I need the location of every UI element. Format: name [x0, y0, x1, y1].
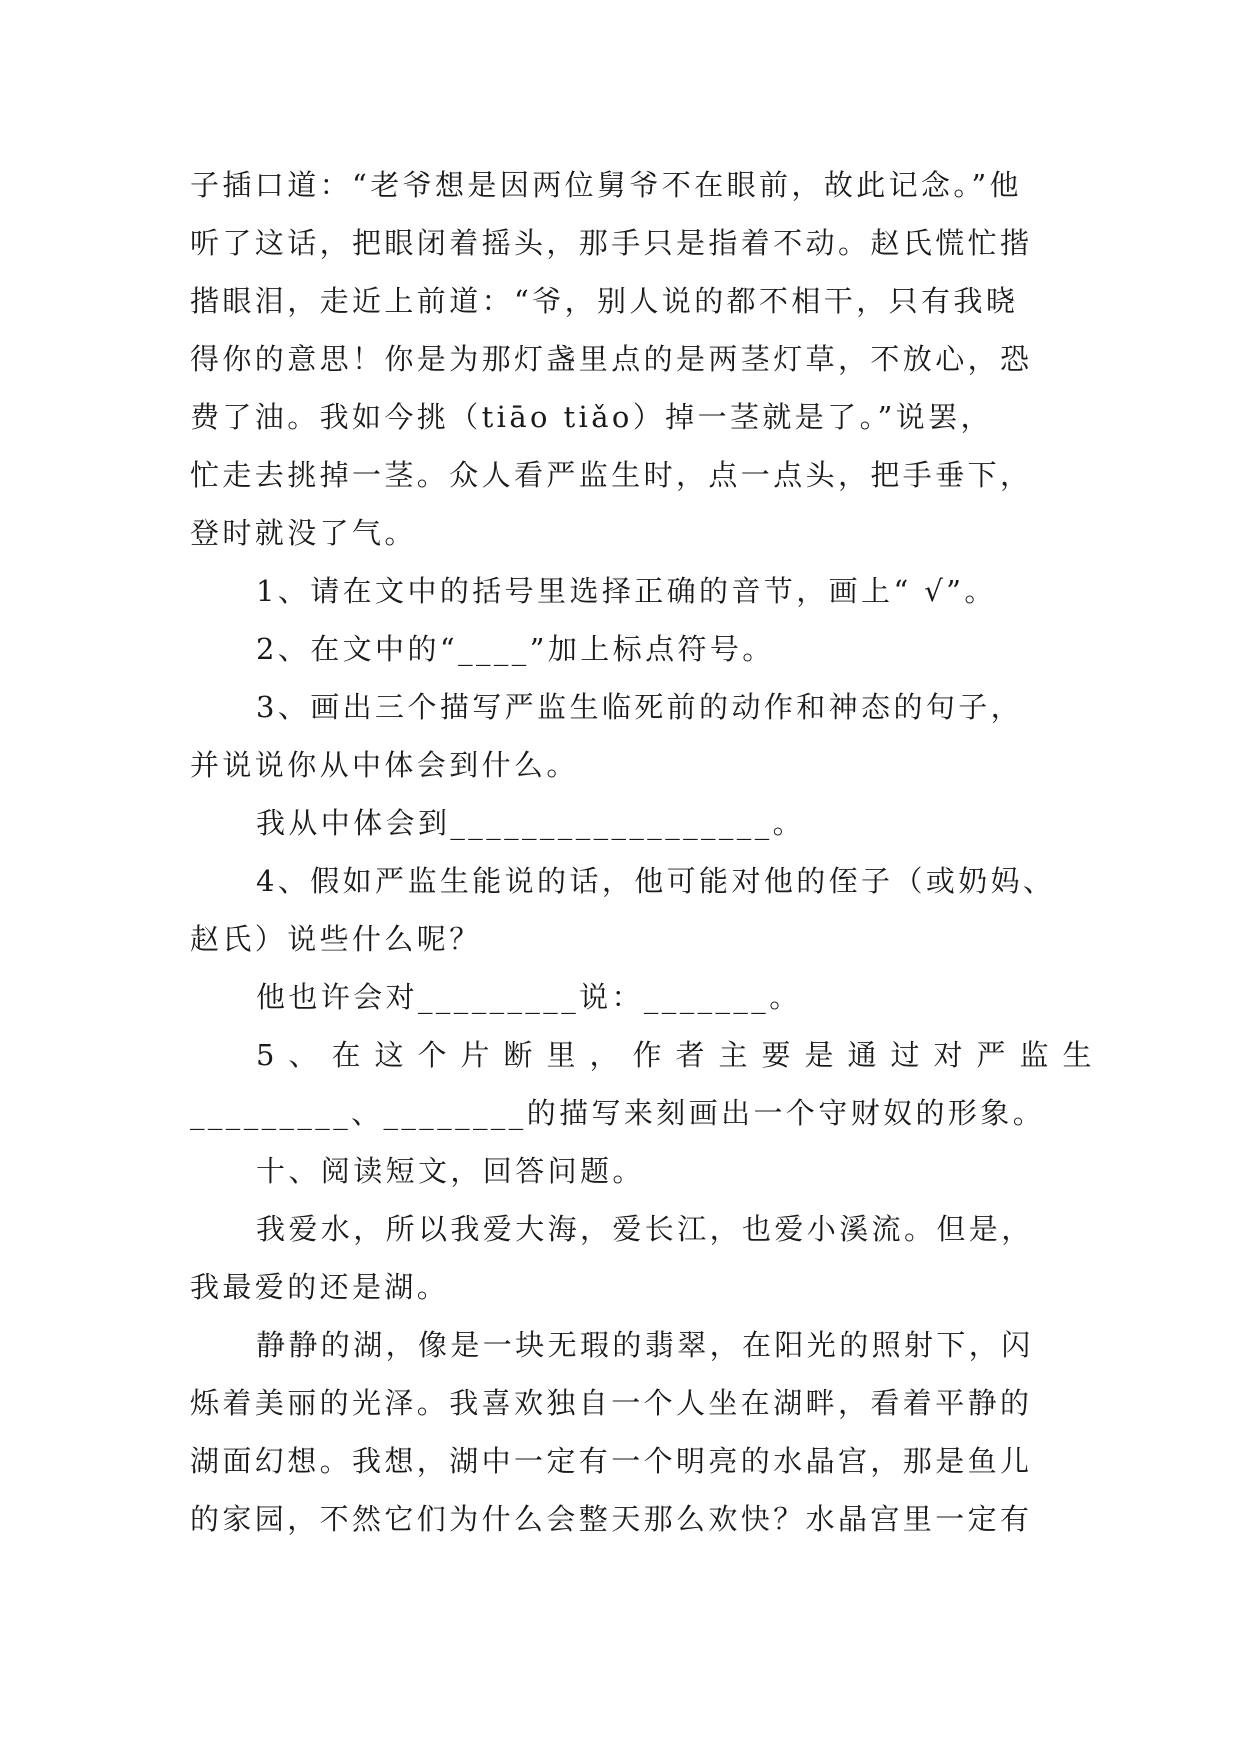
text-line: 费了油。我如今挑（tiāo tiǎo）掉一茎就是了。”说罢， [190, 400, 993, 434]
text-line: 得你的意思！你是为那灯盏里点的是两茎灯草，不放心，恐 [190, 342, 1033, 376]
paragraph-line: 湖面幻想。我想，湖中一定有一个明亮的水晶宫，那是鱼儿 [190, 1444, 1033, 1478]
text-line: 听了这话，把眼闭着摇头，那手只是指着不动。赵氏慌忙揩 [190, 226, 1033, 260]
answer-line: 他也许会对_________说：_______。 [256, 980, 802, 1014]
text-line: 子插口道：“老爷想是因两位舅爷不在眼前，故此记念。”他 [190, 168, 1022, 202]
paragraph-line: 烁着美丽的光泽。我喜欢独自一个人坐在湖畔，看着平静的 [190, 1386, 1033, 1420]
paragraph-line: 静静的湖，像是一块无瑕的翡翠，在阳光的照射下，闪 [256, 1328, 1034, 1362]
text-line: 揩眼泪，走近上前道：“爷，别人说的都不相干，只有我晓 [190, 284, 1019, 318]
text-line: 忙走去挑掉一茎。众人看严监生时，点一点头，把手垂下， [190, 458, 1033, 492]
paragraph-line: 我爱水，所以我爱大海，爱长江，也爱小溪流。但是， [256, 1212, 1034, 1246]
question-2: 2、在文中的“____”加上标点符号。 [256, 632, 775, 666]
text-line: 赵氏）说些什么呢？ [190, 922, 482, 956]
paragraph-line: 的家园，不然它们为什么会整天那么欢快？水晶宫里一定有 [190, 1502, 1033, 1536]
document-page [190, 156, 1106, 1548]
question-5: 5、在这个片断里，作者主要是通过对严监生 [256, 1038, 1106, 1072]
paragraph-line: 我最爱的还是湖。 [190, 1270, 450, 1304]
section-heading: 十、阅读短文，回答问题。 [256, 1154, 645, 1188]
text-line: 登时就没了气。 [190, 516, 417, 550]
question-1: 1、请在文中的括号里选择正确的音节，画上“ √”。 [256, 574, 997, 608]
question-4: 4、假如严监生能说的话，他可能对他的侄子（或奶妈、 [256, 864, 1056, 898]
text-line: 并说说你从中体会到什么。 [190, 748, 579, 782]
answer-line: 我从中体会到__________________。 [256, 806, 806, 840]
text-line: _________、________的描写来刻画出一个守财奴的形象。 [190, 1096, 1046, 1130]
question-3: 3、画出三个描写严监生临死前的动作和神态的句子， [256, 690, 1024, 724]
